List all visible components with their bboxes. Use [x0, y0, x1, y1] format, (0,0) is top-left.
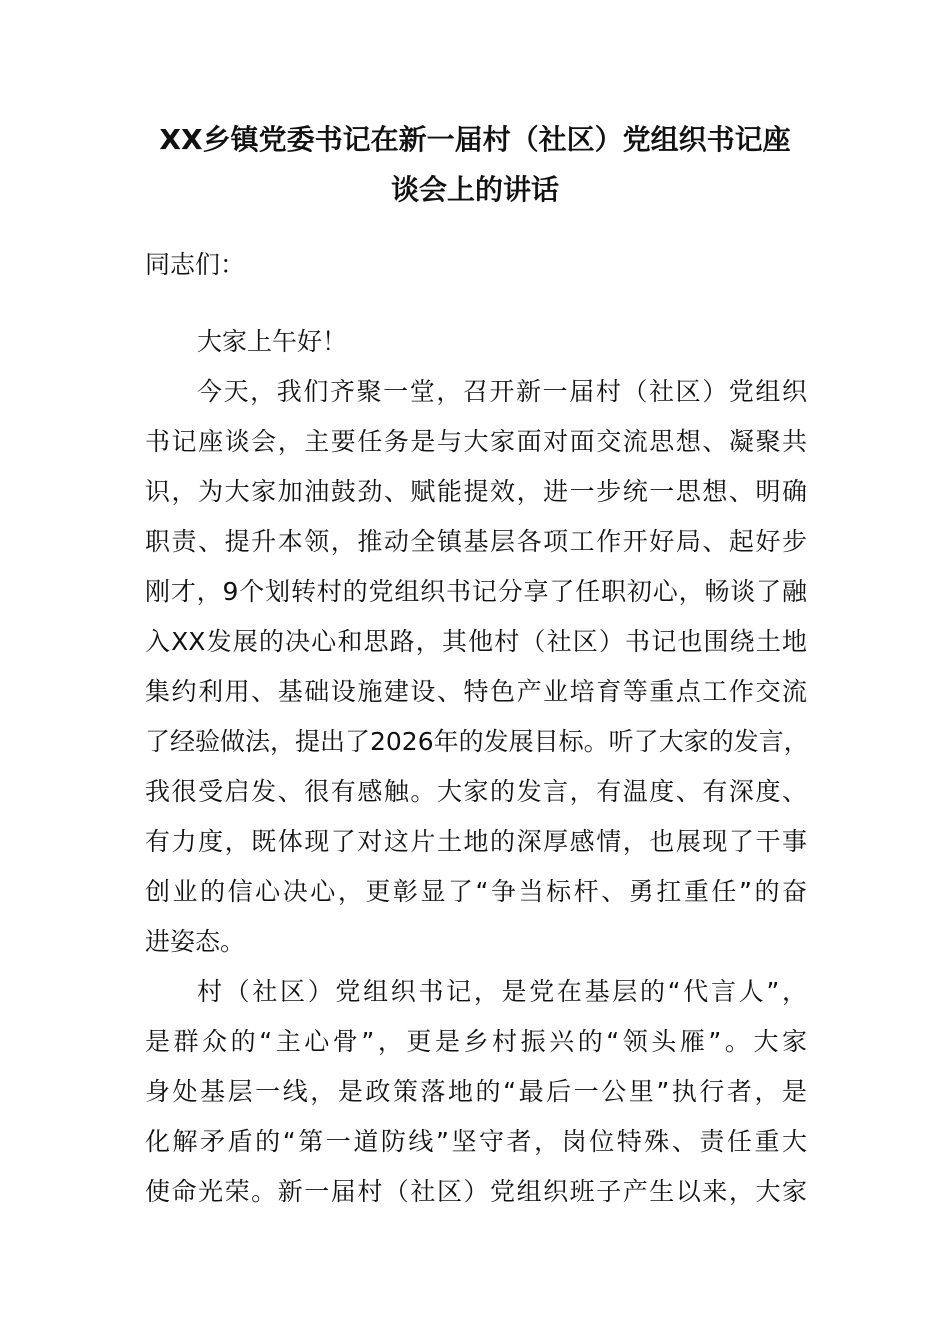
- text-line: 今天，我们齐聚一堂，召开新一届村（社区）党组织: [197, 377, 807, 406]
- document-title-line-2: 谈会上的讲话: [390, 173, 559, 206]
- text-line: 身处基层一线，是政策落地的“最后一公里”执行者，是: [145, 1077, 807, 1106]
- text-line: 村（社区）党组织书记，是党在基层的“代言人”，: [197, 977, 807, 1006]
- document-body: [145, 240, 807, 1217]
- text-line: 我很受启发、很有感触。大家的发言，有温度、有深度、: [145, 777, 807, 806]
- paragraph-1: [145, 367, 807, 967]
- text-line: 化解矛盾的“第一道防线”坚守者，岗位特殊、责任重大: [145, 1127, 807, 1156]
- greeting: 大家上午好！: [197, 327, 348, 356]
- text-line: 有力度，既体现了对这片土地的深厚感情，也展现了干事: [145, 827, 807, 856]
- text-line: 创业的信心决心，更彰显了“争当标杆、勇扛重任”的奋: [145, 877, 807, 906]
- text-line: 使命光荣。新一届村（社区）党组织班子产生以来，大家: [145, 1177, 807, 1206]
- text-line: 书记座谈会，主要任务是与大家面对面交流思想、凝聚共: [145, 427, 807, 456]
- paragraph-2: [145, 967, 807, 1217]
- salutation: 同志们：: [145, 250, 246, 279]
- text-line: 了经验做法，提出了2026年的发展目标。听了大家的发言，: [145, 727, 809, 756]
- text-line: 集约利用、基础设施建设、特色产业培育等重点工作交流: [145, 677, 807, 706]
- text-line: 是群众的“主心骨”，更是乡村振兴的“领头雁”。大家: [145, 1027, 807, 1056]
- text-line: 职责、提升本领，推动全镇基层各项工作开好局、起好步: [145, 527, 807, 556]
- text-line: 进姿态。: [145, 927, 246, 956]
- text-line: 刚才，9个划转村的党组织书记分享了任职初心，畅谈了融: [145, 577, 807, 606]
- text-line: 入XX发展的决心和思路，其他村（社区）书记也围绕土地: [145, 627, 807, 656]
- text-line: 识，为大家加油鼓劲、赋能提效，进一步统一思想、明确: [145, 477, 807, 506]
- document-title-line-1: XX乡镇党委书记在新一届村（社区）党组织书记座: [159, 123, 791, 156]
